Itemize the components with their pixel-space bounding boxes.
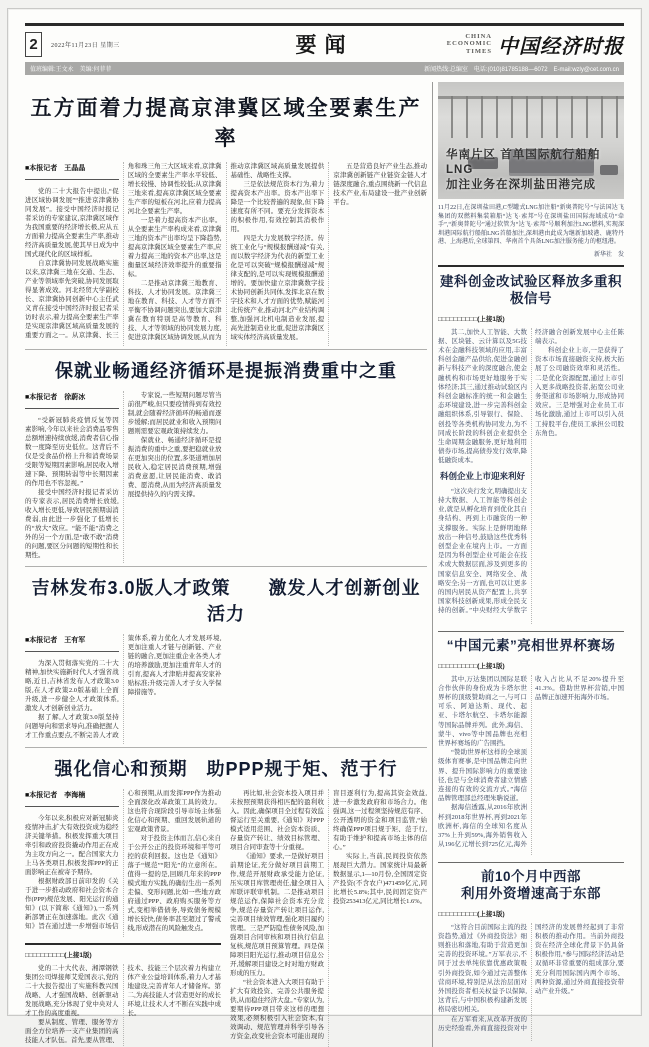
section-subhead: 科创企业上市迎来利好 [439, 470, 525, 481]
article-consumption [25, 357, 427, 563]
paragraph: 四是大力发展数字经济。传统工业化与“规模报酬递减”有关,而以数字经济为代表的新型工业化是可以突破“规模报酬递减”规律支配的,是可以实现规模报酬递增的。要加快建立京津冀数字技术协同创新共同体,发挥北京在数字技术和人才方面的优势,赋能河北传统产业,推动河北产业结构调整,加强河北机电制造业发展,提高先进制造业比重,促进京津冀区域实体经济高质量发展。 [230, 235, 325, 341]
photo-headline-overlay [446, 148, 624, 193]
article-divider [25, 349, 427, 350]
paragraph: 对于投资主体而言,信心来自于公开公正的投资环境和平等可控的获利回报。这也是《通知》落子“规范”“阳光”的立意所在。值得一提的是,回顾几年来的PPP模式地方实践,的确衍生出一系列走偏、变形问题,比如一些地方政府通过PPP、政府购买服务等方式,变相举借债务,导致债务规模增长较快,债务率甚至超过了警戒线,形成潜在的风险触发点。 [127, 835, 221, 932]
paragraph: 二是推动京津冀三地教育、科技、人才协同发展。京津冀三地在教育、科技、人才等方面不平衡不协调问题突出,要加大京津冀在教育特别是高等教育、科技、人才等领域的协同发展力度,促进京津冀区域协调发展,从而为推动京津冀区域高质量发展提供基础性、战略性支撑。 [127, 163, 325, 341]
section-headline [438, 868, 624, 902]
section-headline-line1: 前10个月中西部 [480, 868, 582, 884]
paragraph: 据了解,人才政策3.0版坚持问题导向和需求导向,准确把握人才工作重点要点,不断完善人才政策体系,着力优化人才发展环境,更加注重人才链与创新链、产业链的融合,更加注重企业各类人才的培养激励,更加注重青年人才的引育,提高人才津贴并提高安家补贴标准;升级完善人才子女入学保障措施等。 [25, 635, 222, 739]
article-body [25, 162, 427, 346]
section-body [438, 675, 624, 855]
ppp-left-columns [25, 789, 221, 937]
info-bar-right: 新闻热线:总编室 电话:(010)81785188—6072 E-mail:wzly@cet.com.cn [424, 67, 619, 73]
masthead-en-line2: ECONOMIC [446, 40, 492, 48]
page-number: 2 [25, 32, 42, 57]
paragraph: “社会资本进入大项目有助于扩大有效投资、完善公共服务提供,从而稳住经济大盘。”专家认为,要期待PPP项目带来这样的理想效果,必须积极引入社会资本,有效调动、规范管理并科学引导各方资金,改变社会资本可能出现的盲目逐利行为,提高其资金效益,进一步激发政府和市场合力。他强调,这一过程须坚持规范有序、公开透明的资金和项目监管,“始终确保PPP项目规于矩、范于行,有助于维护和提高市场主体的信心。” [230, 790, 427, 1040]
article-jingjinji [25, 92, 427, 346]
article-headline: 吉林发布3.0版人才政策 激发人才创新创业活力 [31, 578, 421, 624]
continued-from-page1-marker: □□□□□□□□□□(上接1版) [25, 952, 92, 959]
section-headline-line2: 利用外资增速高于东部 [461, 885, 601, 901]
paragraph: 一是着力提高资本产出率。从全要素生产率构成来看,京津冀三地的资本产出率均呈下降趋势,提高京津冀区域全要素生产率,应着力提高三地的资本产出率,这是衡量区域经济效率提升的重要指标。 [127, 217, 222, 278]
paragraph: 其二,加快人工智能、大数据、区块链、云计算以及5G技术在金融科技领域的应用,丰富科创金融产品供给,促进金融创新与科技产业的深度融合,使金融机构和市场更好地服务于实体经济;其三,通过推动试验区内科创金融标准的统一和金融生态环境建设,进一步完善科创金融组织体系,引导银行、保险、创投等各类机构协同发力,为不同成长阶段的科创企业提供全生命周期金融服务,更好地利用债券市场,提高债券发行效率,降低融资成本。 [438, 328, 527, 465]
info-bar-left: 值班编辑:王文永 美编:何菲菲 [30, 67, 112, 73]
article-headline: 保就业畅通经济循环是提振消费重中之重 [55, 361, 397, 381]
masthead-english [447, 33, 492, 56]
photo-headline-line1: 华南片区 首单国际航行船舶LNG [446, 149, 601, 176]
section-body [438, 328, 624, 624]
continued-from-page1-marker: □□□□□□□□□□(上接1版) [438, 662, 505, 670]
paragraph: “赞助世界杯这样的全球顶级体育赛事,是中国品牌走向世界、提升国际影响力的重要途径,也是与全球消费者建立情感连接的有效的交流方式。”海信品牌管理部总经理朱聃说道。 [438, 749, 527, 803]
section-worldcup-brands [438, 637, 624, 855]
paragraph: 要从制度、管理、服务等方面全方位培养一支产业集团的高技能人才队伍。首先,要从管理、技术、技能三个层次着力构建立体产业公益培训体系,着力人才基地建设,完善青年人才储备库。第二,为高技能人才营造更好的成长环境,让技术人才不断在实践中成长。 [25, 965, 221, 1044]
ppp-right-half [230, 789, 427, 1047]
section-fintech-zone [438, 273, 624, 624]
paragraph: 专家说,一些短期问题尽管当前很严峻,但只要疫情得到有效控制,就会随着经济循环的畅通而逐步缓解;而居民就业和收入预期问题则需要宏观政策持续发力。 [127, 392, 222, 435]
paragraph: 根据财政部日前印发的《关于进一步推动政府和社会资本合作(PPP)规范发展、阳光运行的通知》(以下简称《通知》),一系列新部署正在加速落地。此次《通知》旨在通过进一步增强市场信心和预期,从而发挥PPP作为推动全面深化改革政策工具的效力。这也符合现阶段引导市场主体强化信心和预期、重回发展轨道的宏观政策背景。 [25, 790, 221, 930]
photo-credit: 新华社 发 [593, 251, 624, 258]
paragraph: 据海信透露,从2016年欧洲杯到2018年世界杯,再到2021年欧洲杯,海信的全球知名度从37%上升到59%,海外销售收入从196亿元增长到725亿元,海外收入占比从不足20%提升至41.3%。借助世界杯营销,中国品牌正加速开拓海外市场。 [438, 675, 624, 849]
paragraph: 三是依法规范资本行为,着力提高资本产出率。资本产出率下降是一个比较普遍的现象,但下降速度有所不同。要充分发挥资本的积极作用,有效控制其消极作用。 [230, 181, 325, 233]
paragraph: 在万军看来,从改革开放的历史经验看,外商直接投资对中国经济的发展曾经起到了非常积极的推动作用。当前外商投资在经济全球化背景下仍具备积极作用,“参与国际经济活动是双循环非常重要的组成部分,要充分利用国际国内两个市场、两种资源,通过外商直接投资带动产业升级。” [438, 923, 624, 1032]
masthead-en-line1: CHINA [465, 32, 492, 40]
ppp-right-columns [230, 789, 427, 1047]
newspaper-page [7, 8, 642, 1044]
photo-caption: 11月22日,在深圳盐田港,C型罐式LNG加注船“新奥普陀号”与法国达飞集团的双燃料集装箱船“达飞·索邦”号在深圳盐田国际海域成功“牵手”,“新奥普陀号”通过软管为“达飞·索邦”号顺利加注LNG燃料,实现深圳港国际航行船舶LNG首船加注,深圳港由此成为继新加坡港、鹿特丹港、上海港后,全球第四、华南首个具备LNG加注服务能力的枢纽港。 [438, 205, 624, 245]
paragraph: 为深入贯彻落实党的二十大精神,加快实施新时代人才强省战略,近日,吉林省发布人才政策3.0版,在人才政策2.0版基础上全面升级,进一步健全人才政策体系,激发人才创新创业活力。 [25, 660, 119, 712]
reporter-byline: ■本报记者 徐蔚冰 [25, 391, 119, 409]
article-ppp [25, 755, 427, 1047]
article-body [25, 391, 427, 563]
reporter-byline: ■本报记者 王有军 [25, 634, 119, 652]
paragraph: 科创企业上市,一是获得了资本市场直接融资支持,极大拓展了公司融资效率和灵活性。二是优化资源配置,通过上市引入更多战略投资者,拓宽公司业务渠道和市场影响力,形成协同效应。三是增强对企业员工市场化激励,通过上市可以引入员工持股平台,使员工承担公司股东角色。 [535, 346, 624, 437]
article-headline: 五方面着力提高京津冀区域全要素生产率 [30, 97, 422, 150]
paragraph: 接受中国经济时报记者采访的专家表示,居民消费增长放缓,收入增长更低,导致居民预期弱消费弱,由此进一步强化了低增长的“放大”效应。“能不能”消费之外的另一个方面,是“敢不敢”消费的问题,要区分问题的短期性和长期性。 [25, 489, 119, 559]
masthead-en-line3: TIMES [466, 47, 492, 55]
paragraph: 党的二十大代表、湘潭钢铁集团公司焊接师艾爱国表示,党的二十大报告提出了实施科教兴国战略、人才强国战略、创新驱动发展战略,充分体现了党中央对人才工作的高度重视。 [25, 965, 119, 1017]
article-jilin-talent [25, 574, 427, 744]
column-divider [432, 82, 433, 1047]
masthead-logo: 中国经济时报 [498, 33, 624, 58]
port-cranes-graphic [438, 96, 624, 138]
paragraph: 保就业、畅通经济循环是提振消费的重中之重,要把稳就业放在更加突出的位置,多渠道增加居民收入,稳定居民消费预期,增强消费意愿,让居民能消费、敢消费、愿消费,从而为经济高质量发展提供持久的内需支撑。 [127, 437, 222, 498]
masthead [447, 30, 624, 59]
article-divider [25, 747, 427, 748]
page-header [25, 26, 624, 62]
section-divider [438, 265, 624, 267]
paragraph: 五是营造良好产业生态,推动京津冀创新链产业链资金链人才链深度融合,重点围绕新一代信息技术产业,布局建设一批产业创新平台。 [333, 163, 427, 206]
news-photo-lng-port [438, 82, 624, 199]
date-line: 2022年11月23日 星期三 [51, 42, 120, 49]
side-column [438, 82, 624, 1047]
reporter-byline: ■本报记者 王晶晶 [25, 162, 119, 180]
paragraph: 自京津冀协同发展战略实施以来,京津冀三地在交通、生态、产业等领域率先突破,协同发展取得显著成效。河北经贸大学副校长、京津冀协同创新中心主任武义青在接受中国经济时报记者采访时表示,着力提高全要素生产率是实现京津冀区域高质量发展的重要方面之一。从京津冀、长三角和珠三角三大区域来看,京津冀区域的全要素生产率水平较低、增长较慢、协调性较低;从京津冀三地来看,提高京津冀区域全要素生产率的短板在河北,应着力提高河北全要素生产率。 [25, 163, 222, 339]
article-body [25, 789, 427, 1047]
section-foreign-investment [438, 868, 624, 1041]
continued-from-page1-marker: □□□□□□□□□□(上接1版) [438, 315, 505, 323]
paragraph: 实际上,当前,民间投资依然展现巨大潜力。国家统计局最新数据显示,1—10月份,全国固定资产投资(不含农户)471459亿元,同比增长5.8%;其中,民间固定资产投资253413亿元,同比增长1.6%。 [333, 853, 427, 905]
reporter-byline: ■本报记者 李海楠 [25, 789, 119, 807]
info-bar [25, 62, 624, 75]
paragraph: 其中,万达集团以国际足联合作伙伴的身份成为卡塔尔世界杯的顶级赞助商之一,与可口可乐、阿迪达斯、现代、起亚、卡塔尔航空、卡塔尔能源等国际品牌并列。此外,海信、蒙牛、vivo等中国品牌也亮相世界杯赛场的广告围挡。 [438, 675, 527, 747]
paragraph: 今年以来,积极应对新冠肺炎疫情冲击,扩大有效投资成为稳经济关键举措。积极发挥重大项目牵引和政府投资撬动作用正在成为主攻方向之一。配合国家大力上马各类项目,积极发挥PPP的正面影响正在被寄予期待。 [25, 815, 119, 876]
article-body [25, 634, 427, 744]
page-content [25, 82, 624, 1047]
paragraph: 《通知》要求,一是做好项目前期论证,充分做好项目前期工作,规范开展财政承受能力论证,压实项目库管理责任,健全项目入库联评联审机制。二是推动项目规范运作,保障社会资本充分竞争,规范存量资产转让项目运作,完善项目绩效管理,强化项目履约管理。三是严防隐性债务风险,加强项目合同审核和项目执行信息复核,规范项目预算管理。四是保障项目阳光运行,推动项目信息公开,缓解项目建设之时对地方财政形成的压力。 [230, 853, 324, 977]
article-divider [25, 566, 427, 567]
continued-article-body [25, 964, 221, 1046]
main-column [25, 82, 427, 1047]
section-body [438, 923, 624, 1041]
section-headline: 建科创金改试验区释放多重积极信号 [440, 273, 622, 306]
section-divider [438, 862, 624, 863]
continued-article-talent [25, 943, 221, 1046]
section-divider [438, 631, 624, 632]
section-title: 要闻 [295, 34, 354, 57]
ppp-left-half [25, 789, 221, 1047]
paragraph: “受新冠肺炎疫情反复等因素影响,今年以来社会消费品零售总额增速持续放缓,消费者信心指数一度降至历史低位。这背后不仅是受食品价格上升和消费场景受限等短期因素影响,居民收入增速下降、预期转弱等中长期因素的作用也不容忽视。” [25, 417, 119, 487]
paragraph: 再比如,社会资本投入项目并未按照预期获得相匹配的盈利收入。因此,确保项目全过程有效监督运行至关重要,《通知》对PPP模式适用范围、社会资本资质、存量资产转让、绩效目标管理、项目合同审查等十分重视。 [230, 790, 324, 851]
article-headline: 强化信心和预期 助PPP规于矩、范于行 [54, 759, 398, 779]
paragraph: 党的二十大报告中提出,“促进区域协调发展”“推进京津冀协同发展”。接受中国经济时报记者采访的专家建议,京津冀区域作为我国重要的经济增长极,应从五方面着力提高全要素生产率,推动经济高质量发展,使其早日成为中国式现代化的区域样板。 [25, 188, 119, 258]
photo-headline-line2: 加注业务在深圳盐田港完成 [446, 179, 596, 191]
paragraph: “这次央行发文,明确提出支持大数据、人工智能等科创企业,就是从孵化培育到优化其自身结构、再到上市融资的一种支撑服务。实际上是鲜明地释放出一种信号,鼓励这些优秀科创型企业在境内上市。一方面是因为科创型企业可能会在技术或大数据层面,涉及到更多的国家信息安全、网络安全、战略安全;另一方面,也可以让更多的国内居民从资产配置上,共享国家科技创新成果,形成全民支持的创新。”中央财经大学数字经济融合创新发展中心主任陈端表示。 [438, 328, 624, 615]
paragraph: “这符合目前国际主流的投资趋势,通过《外商投资法》细则推出和落地,有助于营造更加完善的投资环境。”万军表示,不同于过去单纯依靠优惠政策吸引外商投资,如今通过完善整体营商环境,特别是从法治层面对外国投资者相关权益予以保障,这背后,与中国积极构建新发展格局密切相关。 [438, 923, 527, 1014]
section-headline: “中国元素”亮相世界杯赛场 [446, 637, 616, 653]
continued-from-page1-marker: □□□□□□□□□□(上接1版) [438, 910, 505, 918]
